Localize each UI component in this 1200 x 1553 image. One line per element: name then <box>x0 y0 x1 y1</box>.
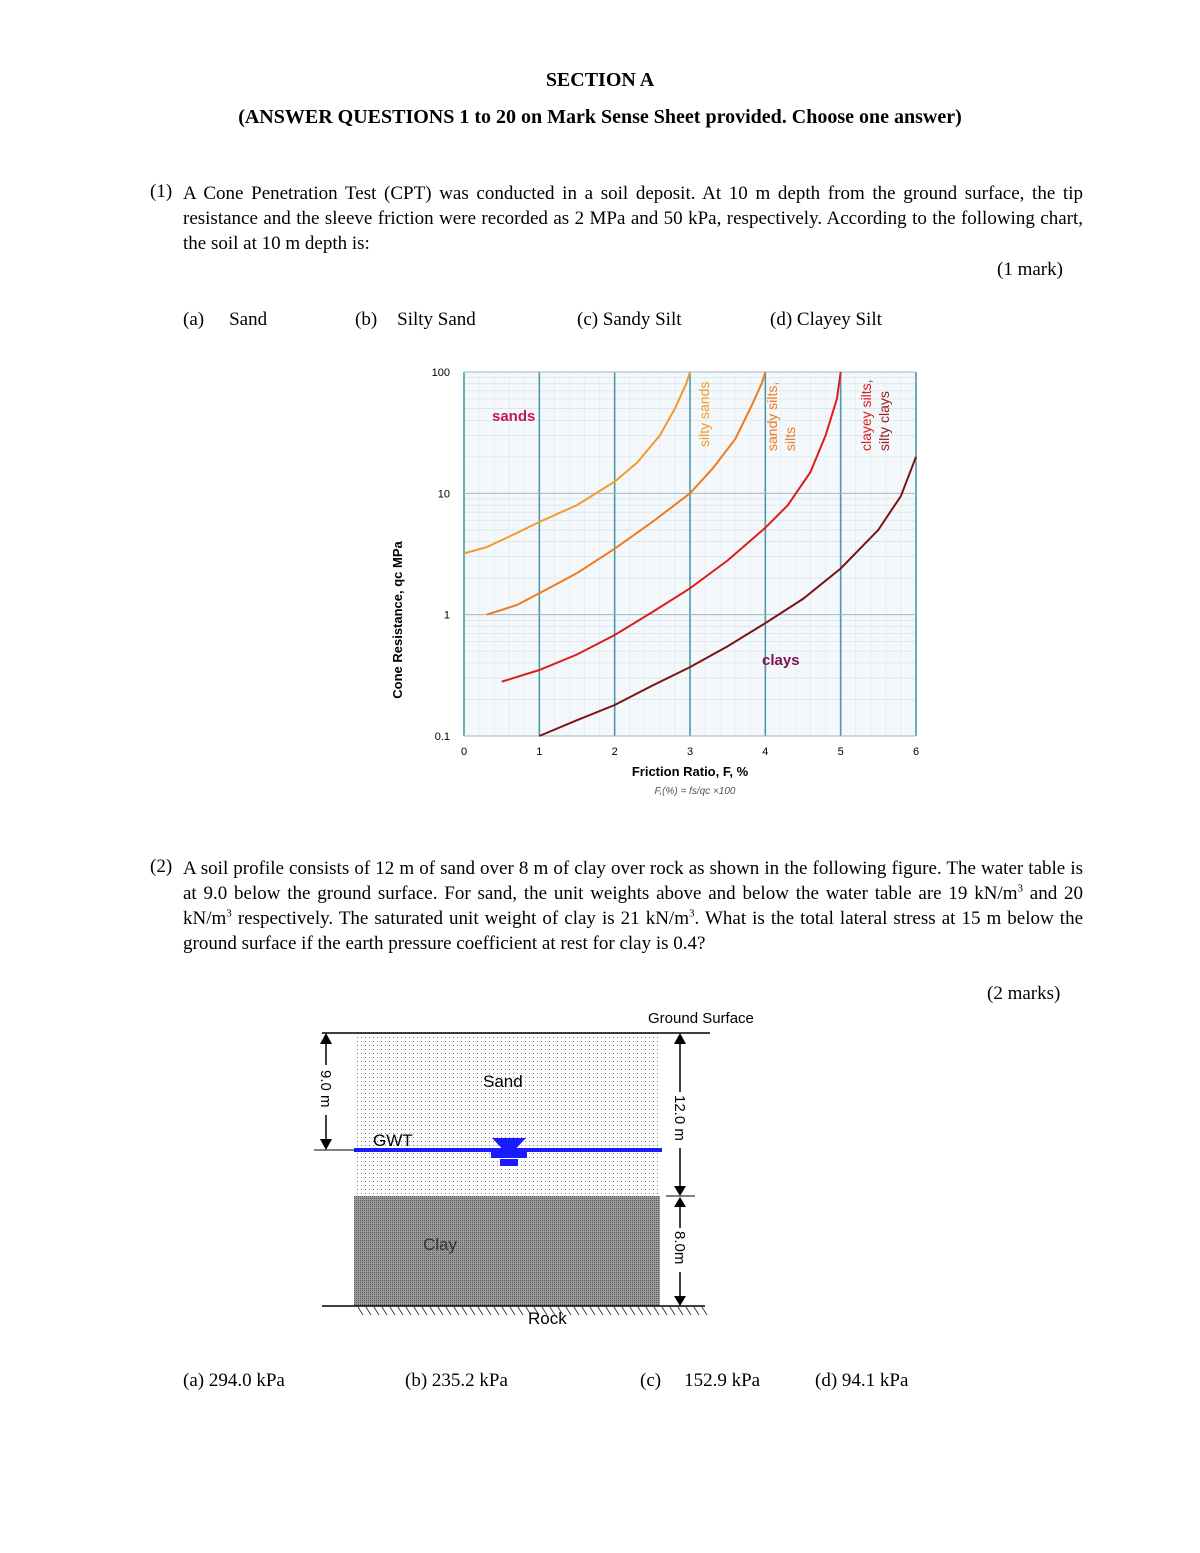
q1-option-d <box>770 309 882 331</box>
q2-option-a-text: 294.0 kPa <box>208 1370 285 1391</box>
rock-hatch-line <box>510 1307 515 1315</box>
rock-hatch-line <box>478 1307 483 1315</box>
rock-hatch-line <box>430 1307 435 1315</box>
rock-hatch-line <box>630 1307 635 1315</box>
q2-option-c-text: 152.9 kPa <box>684 1370 761 1391</box>
rock-hatch-line <box>590 1307 595 1315</box>
label-clay: Clay <box>423 1235 458 1254</box>
q2-option-d <box>815 1370 908 1392</box>
rock-hatch-line <box>390 1307 395 1315</box>
rock-hatch-line <box>358 1307 363 1315</box>
rock-hatch-line <box>366 1307 371 1315</box>
y-tick-label: 100 <box>431 367 450 379</box>
rock-hatch-line <box>438 1307 443 1315</box>
rock-hatch-line <box>422 1307 427 1315</box>
q2-option-c-label: (c) <box>640 1370 662 1391</box>
q2-text: A soil profile consists of 12 m of sand over 8 m of clay over rock as shown in the following figure. The water table is at 9.0 below the ground surface. For sand, the unit weights above and below the water table are 19 $kN/m^3$ and 20 $kN/m^3$ respectively. The saturated unit weight of clay is 21 $kN/m^3$. What is the total lateral stress at 15 m below the ground surface if the earth pressure coefficient at rest for clay is 0.4? <box>183 858 1084 954</box>
rock-hatch-line <box>622 1307 627 1315</box>
rock-hatch-line <box>582 1307 587 1315</box>
rock-hatch-line <box>646 1307 651 1315</box>
q2-marks: (2 marks) <box>987 983 1061 1004</box>
rock-hatch-line <box>566 1307 571 1315</box>
y-tick-label: 1 <box>443 609 450 622</box>
y-tick-label: 0.1 <box>434 731 450 743</box>
q1-option-c-label: (c) <box>577 309 599 330</box>
sand-layer <box>354 1033 660 1196</box>
instructions: (ANSWER QUESTIONS 1 to 20 on Mark Sense Sheet provided. Choose one answer) <box>238 106 962 128</box>
zone-label-sands: sands <box>492 408 536 425</box>
zone-label-clays: clays <box>762 652 800 669</box>
rock-hatch-line <box>686 1307 691 1315</box>
soil-profile-figure <box>300 1000 800 1340</box>
y-tick-label: 10 <box>437 488 450 501</box>
section-title: SECTION A <box>545 69 655 91</box>
x-tick-label: 5 <box>837 746 844 758</box>
q1-option-a-label: (a) <box>183 309 205 330</box>
q1-option-d-text: Clayey Silt <box>796 309 882 330</box>
rock-hatch-line <box>462 1307 467 1315</box>
dim-label-clay-thickness: 8.0m <box>671 1231 688 1265</box>
rock-hatch-line <box>446 1307 451 1315</box>
label-sand: Sand <box>483 1072 523 1091</box>
q1-option-a <box>183 309 267 331</box>
zone-label-silty-sands: silty sands <box>696 381 712 447</box>
q2-number: (2) <box>150 856 173 877</box>
rock-hatch-line <box>662 1307 667 1315</box>
q2-option-b-text: 235.2 kPa <box>431 1370 508 1391</box>
q1-option-d-label: (d) <box>770 309 793 330</box>
dim-label-gwt-depth: 9.0 m <box>317 1070 334 1108</box>
q2-option-c <box>640 1370 760 1392</box>
x-tick-label: 1 <box>536 746 543 758</box>
q1-option-c-text: Sandy Silt <box>602 309 682 330</box>
rock-hatch-line <box>398 1307 403 1315</box>
x-tick-label: 0 <box>460 746 468 758</box>
rock-hatch-line <box>670 1307 675 1315</box>
q1-option-b <box>355 309 476 331</box>
x-tick-label: 4 <box>762 746 769 758</box>
rock-hatch-line <box>694 1307 699 1315</box>
q1-option-c <box>577 309 682 331</box>
friction-ratio-formula: F,(%) = fs/qc ×100 <box>654 786 736 797</box>
q1-option-a-text: Sand <box>229 309 268 330</box>
rock-hatch-line <box>406 1307 411 1315</box>
rock-hatch-line <box>614 1307 619 1315</box>
q1-option-b-text: Silty Sand <box>397 309 476 330</box>
chart-grid <box>464 372 916 736</box>
dim-label-sand-thickness: 12.0 m <box>671 1095 688 1141</box>
rock-hatch-line <box>606 1307 611 1315</box>
q1-number: (1) <box>150 181 173 202</box>
rock-hatch-line <box>414 1307 419 1315</box>
q2-option-b-label: (b) <box>405 1370 428 1391</box>
rock-hatch-line <box>494 1307 499 1315</box>
rock-hatch-line <box>486 1307 491 1315</box>
q1-option-b-label: (b) <box>355 309 378 330</box>
label-rock: Rock <box>528 1309 567 1328</box>
label-ground-surface: Ground Surface <box>648 1010 754 1027</box>
q1-marks: (1 mark) <box>997 259 1063 280</box>
rock-hatch-line <box>518 1307 523 1315</box>
q2-option-a <box>183 1370 285 1392</box>
rock-hatch-line <box>374 1307 379 1315</box>
q1-text: A Cone Penetration Test (CPT) was conducted in a soil deposit. At 10 m depth from the ground surface, the tip resistance and the sleeve friction were recorded as 2 MPa and 50 kPa, respectively. According to the following chart, the soil at 10 m depth is: <box>183 183 1083 254</box>
rock-hatch-line <box>502 1307 507 1315</box>
zone-label-clayey-silts: clayey silts, silty clays <box>858 379 892 451</box>
q2-option-b <box>405 1370 508 1392</box>
x-tick-label: 6 <box>912 746 920 758</box>
zone-label-sandy-silts: sandy silts, silts <box>764 381 798 451</box>
clay-layer <box>354 1196 660 1306</box>
rock-hatch-line <box>454 1307 459 1315</box>
rock-hatch-line <box>702 1307 707 1315</box>
y-axis-title: Cone Resistance, qc MPa <box>390 541 405 699</box>
rock-hatch-line <box>470 1307 475 1315</box>
q2-option-d-text: 94.1 kPa <box>841 1370 909 1391</box>
rock-hatch-line <box>678 1307 683 1315</box>
x-tick-label: 3 <box>686 746 694 758</box>
rock-hatch-line <box>598 1307 603 1315</box>
cpt-chart <box>360 355 940 815</box>
rock-hatch-line <box>638 1307 643 1315</box>
rock-hatch-line <box>654 1307 659 1315</box>
x-tick-label: 2 <box>611 746 618 758</box>
q2-option-d-label: (d) <box>815 1370 838 1391</box>
x-axis-title: Friction Ratio, F, % <box>631 764 749 779</box>
rock-hatch-line <box>382 1307 387 1315</box>
rock-hatch-line <box>574 1307 579 1315</box>
q2-option-a-label: (a) <box>183 1370 205 1391</box>
label-gwt: GWT <box>373 1131 413 1150</box>
